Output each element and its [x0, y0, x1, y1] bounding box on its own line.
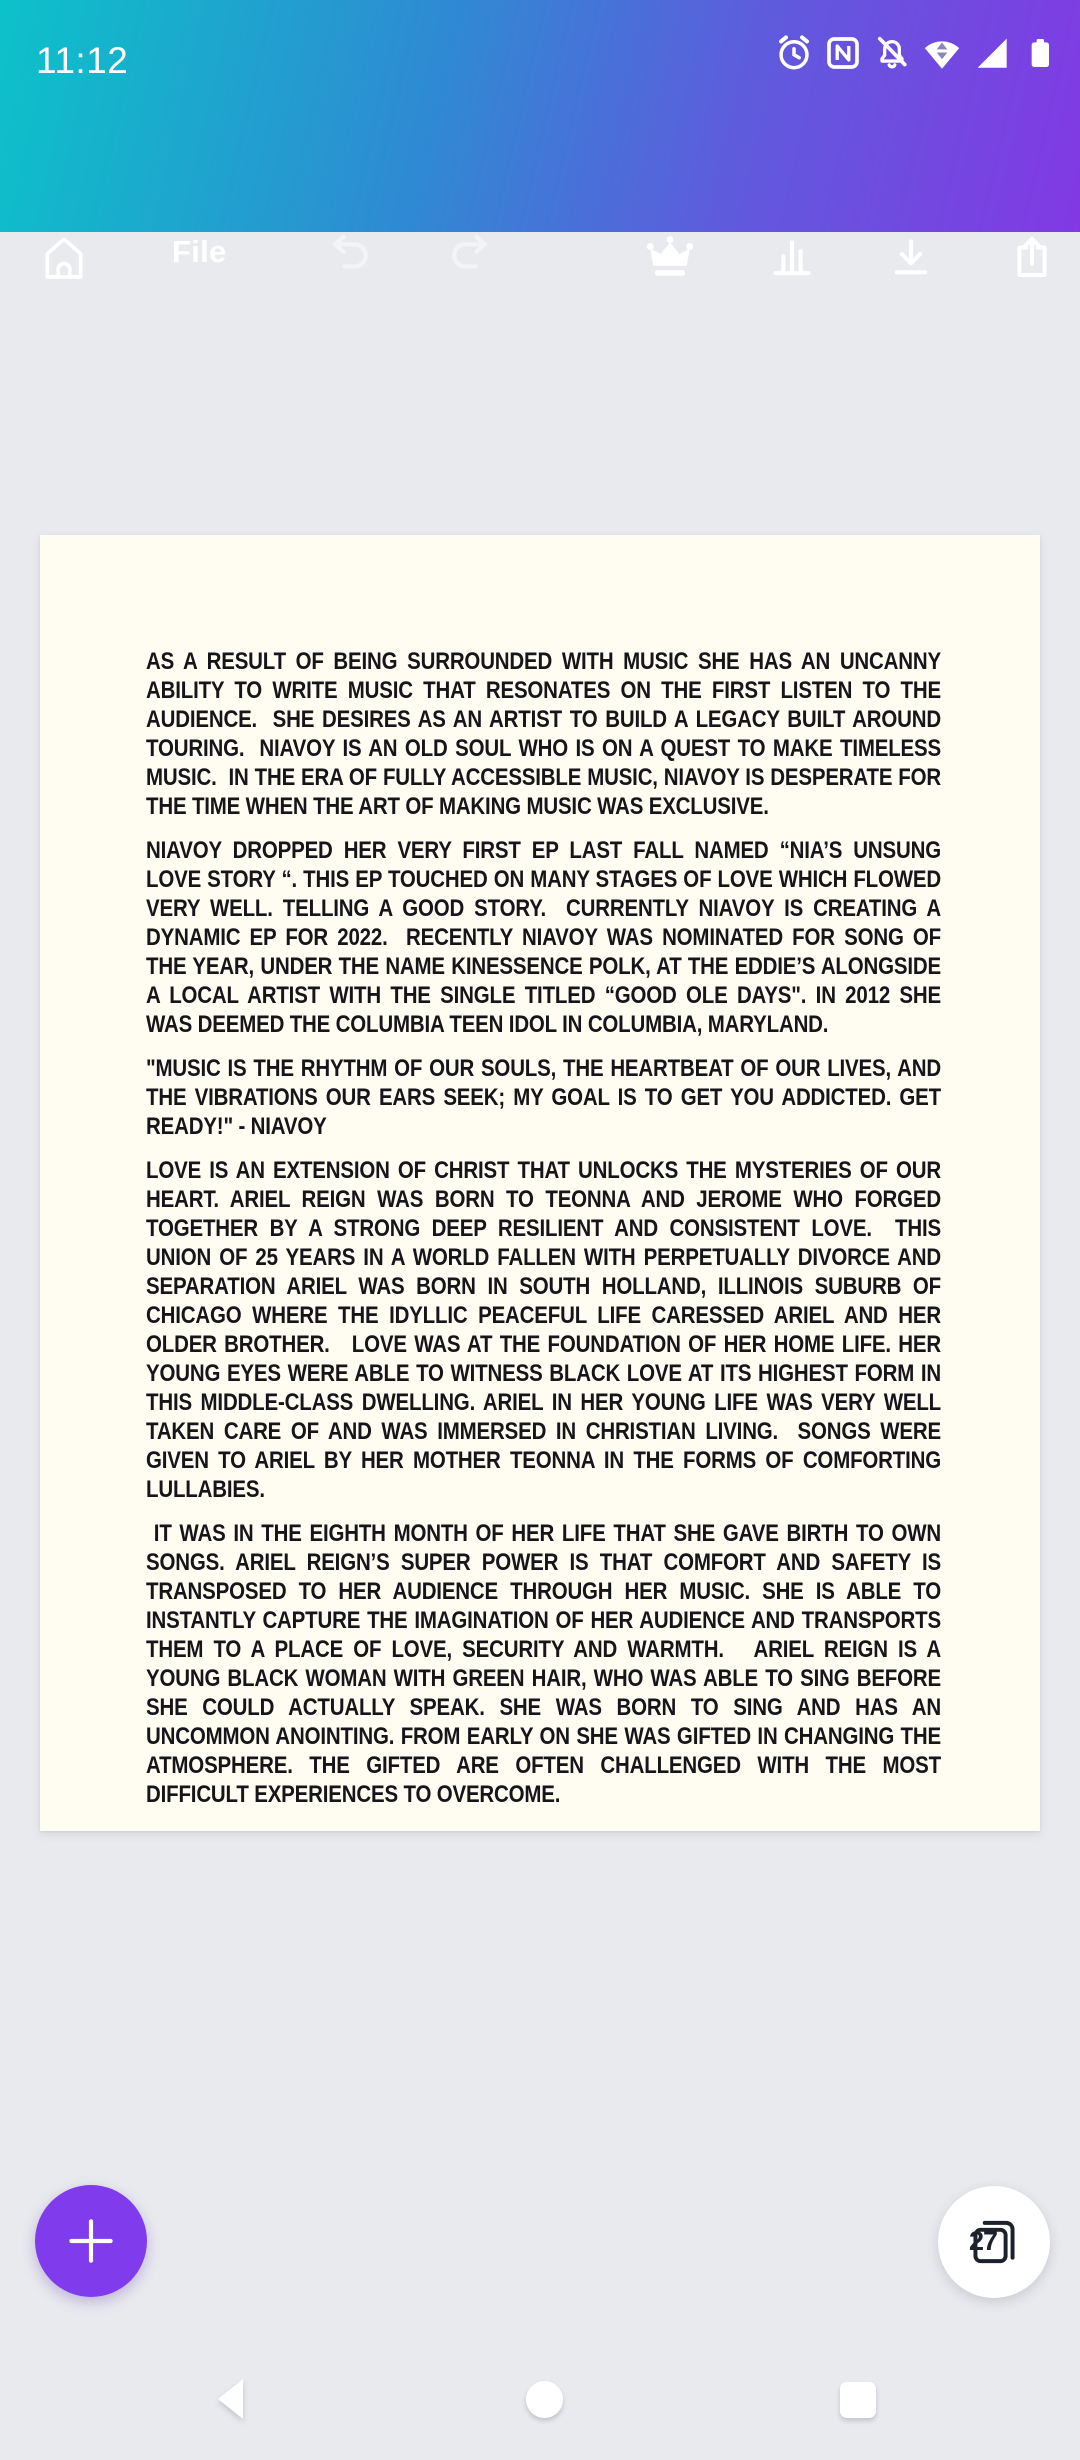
- document-page[interactable]: [40, 535, 1040, 1831]
- status-bar: [0, 0, 1080, 92]
- undo-button[interactable]: [327, 232, 379, 284]
- chart-icon: [766, 232, 818, 284]
- add-content-fab[interactable]: [35, 2185, 147, 2297]
- paragraph[interactable]: IT WAS IN THE EIGHTH MONTH OF HER LIFE THAT SHE GAVE BIRTH TO OWN SONGS. ARIEL REIGN’S SUPER POWER IS THAT COMFORT AND SAFETY IS TRANSPOSED TO HER AUDIENCE THROUGH HER MUSIC. SHE IS ABLE TO INSTANTLY CAPTURE THE IMAGINATION OF HER AUDIENCE AND TRANSPORTS THEM TO A PLACE OF LOVE, SECURITY AND WARMTH. ARIEL REIGN IS A YOUNG BLACK WOMAN WITH GREEN HAIR, WHO WAS ABLE TO SING BEFORE SHE COULD ACTUALLY SPEAK. SHE WAS BORN TO SING AND HAS AN UNCOMMON ANOINTING. FROM EARLY ON SHE WAS GIFTED IN CHANGING THE ATMOSPHERE. THE GIFTED ARE OFTEN CHALLENGED WITH THE MOST DIFFICULT EXPERIENCES TO OVERCOME.: [146, 1520, 947, 1808]
- home-icon: [38, 232, 90, 284]
- insights-button[interactable]: [766, 232, 818, 284]
- redo-button[interactable]: [441, 232, 493, 284]
- undo-icon: [327, 232, 379, 284]
- plus-icon: [41, 2211, 141, 2271]
- paragraph[interactable]: LOVE IS AN EXTENSION OF CHRIST THAT UNLOCKS THE MYSTERIES OF OUR HEART. ARIEL REIGN WAS BORN TO TEONNA AND JEROME WHO FORGED TOGETHER BY A STRONG DEEP RESILIENT AND CONSISTENT LOVE. THIS UNION OF 25 YEARS IN A WORLD FALLEN WITH PERPETUALLY DIVORCE AND SEPARATION ARIEL WAS BORN IN SOUTH HOLLAND, ILLINOIS SUBURB OF CHICAGO WHERE THE IDYLLIC PEACEFUL LIFE CARESSED ARIEL AND HER OLDER BROTHER. LOVE WAS AT THE FOUNDATION OF HER HOME LIFE. HER YOUNG EYES WERE ABLE TO WITNESS BLACK LOVE AT ITS HIGHEST FORM IN THIS MIDDLE-CLASS DWELLING. ARIEL IN HER YOUNG LIFE WAS VERY WELL TAKEN CARE OF AND WAS IMMERSED IN CHRISTIAN LIVING. SONGS WERE GIVEN TO ARIEL BY HER MOTHER TEONNA IN THE FORMS OF COMFORTING LULLABIES.: [146, 1157, 947, 1503]
- page-count: 27: [968, 2226, 998, 2256]
- nav-recents-button[interactable]: [840, 2382, 876, 2418]
- home-button[interactable]: [38, 232, 90, 284]
- back-icon: [212, 2376, 252, 2422]
- file-menu-button[interactable]: File: [172, 234, 227, 269]
- share-icon: [1006, 232, 1058, 284]
- download-icon: [885, 232, 937, 284]
- crown-pro-icon: [644, 232, 696, 284]
- status-time: 11:12: [36, 40, 129, 81]
- wifi-data-icon: [920, 32, 964, 74]
- redo-icon: [441, 232, 493, 284]
- document-text: [146, 647, 947, 1824]
- editor-toolbar: [0, 92, 1080, 269]
- paragraph[interactable]: "MUSIC IS THE RHYTHM OF OUR SOULS, THE HEARTBEAT OF OUR LIVES, AND THE VIBRATIONS OUR EARS SEEK; MY GOAL IS TO GET YOU ADDICTED. GET READY!" - NIAVOY: [146, 1055, 947, 1140]
- alarm-icon: [773, 32, 815, 74]
- signal-icon: [971, 32, 1013, 74]
- nav-back-button[interactable]: [212, 2376, 252, 2422]
- download-button[interactable]: [885, 232, 937, 284]
- notifications-off-icon: [871, 32, 913, 74]
- paragraph[interactable]: NIAVOY DROPPED HER VERY FIRST EP LAST FALL NAMED “NIA’S UNSUNG LOVE STORY “. THIS EP TOUCHED ON MANY STAGES OF LOVE WHICH FLOWED VERY WELL. TELLING A GOOD STORY. CURRENTLY NIAVOY IS CREATING A DYNAMIC EP FOR 2022. RECENTLY NIAVOY WAS NOMINATED FOR SONG OF THE YEAR, UNDER THE NAME KINESSENCE POLK, AT THE EDDIE’S ALONGSIDE A LOCAL ARTIST WITH THE SINGLE TITLED “GOOD OLE DAYS". IN 2012 SHE WAS DEEMED THE COLUMBIA TEEN IDOL IN COLUMBIA, MARYLAND.: [146, 837, 947, 1038]
- battery-icon: [1020, 32, 1060, 74]
- paragraph[interactable]: AS A RESULT OF BEING SURROUNDED WITH MUSIC SHE HAS AN UNCANNY ABILITY TO WRITE MUSIC THAT RESONATES ON THE FIRST LISTEN TO THE AUDIENCE. SHE DESIRES AS AN ARTIST TO BUILD A LEGACY BUILT AROUND TOURING. NIAVOY IS AN OLD SOUL WHO IS ON A QUEST TO MAKE TIMELESS MUSIC. IN THE ERA OF FULLY ACCESSIBLE MUSIC, NIAVOY IS DESPERATE FOR THE TIME WHEN THE ART OF MAKING MUSIC WAS EXCLUSIVE.: [146, 648, 947, 820]
- nfc-icon: [822, 32, 864, 74]
- status-icon-tray: [773, 32, 1060, 74]
- nav-home-button[interactable]: [526, 2381, 563, 2418]
- app-header: [0, 0, 1080, 269]
- canva-pro-button[interactable]: [644, 232, 696, 284]
- share-button[interactable]: [1006, 232, 1058, 284]
- page-list-button[interactable]: [938, 2186, 1050, 2298]
